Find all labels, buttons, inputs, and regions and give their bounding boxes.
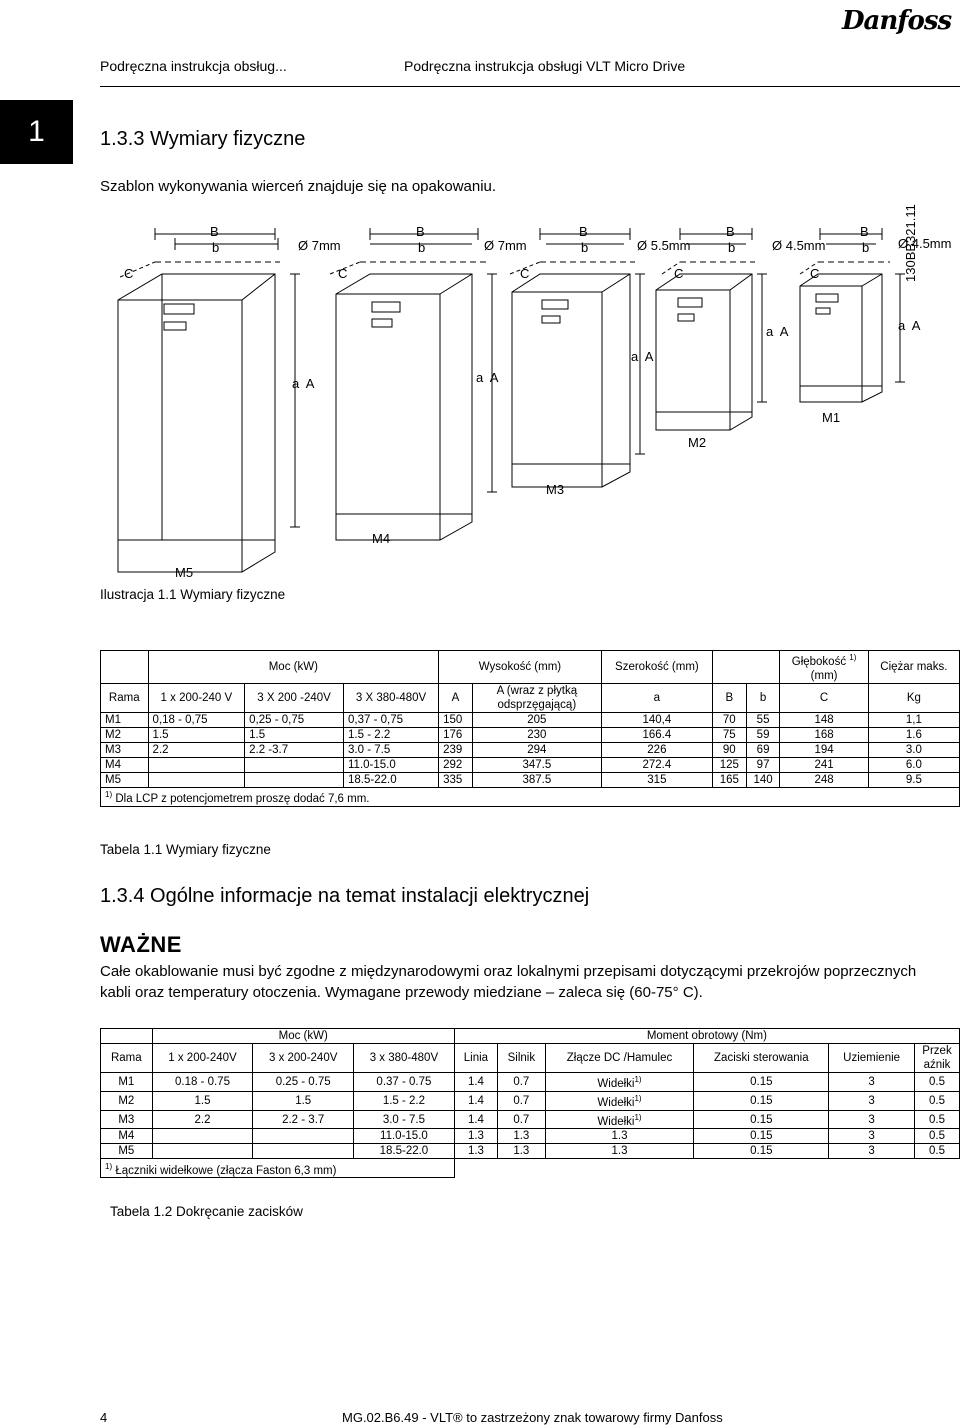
t2-r2-c6-text: Widełki (597, 1115, 635, 1128)
t1-group-width-blank (712, 651, 780, 684)
t2-r2-c9: 0.5 (915, 1110, 960, 1129)
t1-r0-c1: 0,18 - 0,75 (148, 712, 245, 727)
t1-footnote-text: Dla LCP z potencjometrem proszę dodać 7,6 mm. (115, 792, 370, 805)
frame-label-m3: M3 (546, 482, 565, 497)
hole-label-m3: Ø 5.5mm (637, 238, 691, 253)
t1-r4-c9: 248 (780, 772, 868, 787)
t2-r1-c3: 1.5 - 2.2 (354, 1091, 455, 1110)
t1-r1-c7: 75 (712, 727, 746, 742)
t1-group-height: Wysokość (mm) (439, 651, 602, 684)
t1-r2-c10: 3.0 (868, 742, 959, 757)
hole-label-m5: Ø 7mm (298, 238, 341, 253)
t2-r4-c6: 1.3 (545, 1144, 694, 1159)
t2-r2-c1: 2.2 (152, 1110, 253, 1129)
table-row (101, 712, 960, 727)
t1-r2-c8: 69 (746, 742, 780, 757)
t2-r4-c7: 0.15 (694, 1144, 829, 1159)
t2-r2-c2: 2.2 - 3.7 (253, 1110, 354, 1129)
footer-text: MG.02.B6.49 - VLT® to zastrzeżony znak towarowy firmy Danfoss (342, 1410, 723, 1425)
table-row (101, 1129, 960, 1144)
t2-r3-c3: 11.0-15.0 (354, 1129, 455, 1144)
header-left: Podręczna instrukcja obsług... (100, 58, 287, 74)
frame-label-m5: M5 (175, 565, 194, 580)
t2-r1-c0: M2 (101, 1091, 153, 1110)
frame-m5-drawing (118, 228, 300, 572)
t2-r2-c6 (545, 1110, 694, 1129)
t2-r2-c0: M3 (101, 1110, 153, 1129)
t2-r3-c8: 3 (829, 1129, 915, 1144)
dim-aA-m4: a A (476, 370, 499, 385)
hole-label-m2: Ø 4.5mm (772, 238, 826, 253)
t1-corner (101, 651, 149, 684)
t2-r3-c0: M4 (101, 1129, 153, 1144)
dim-B-m4: B (416, 224, 425, 239)
t2-r2-c8: 3 (829, 1110, 915, 1129)
t2-r2-c3: 3.0 - 7.5 (354, 1110, 455, 1129)
t2-col-relay: Przek aźnik (915, 1044, 960, 1073)
t2-r4-c2 (253, 1144, 354, 1159)
t1-r4-c10: 9.5 (868, 772, 959, 787)
t1-r0-c7: 70 (712, 712, 746, 727)
t2-col-3x200: 3 x 200-240V (253, 1044, 354, 1073)
dim-b-m4: b (418, 240, 426, 255)
dim-C-m5: C (124, 266, 134, 281)
frame-label-m4: M4 (372, 531, 391, 546)
t1-r1-c5: 230 (472, 727, 601, 742)
t2-r0-c6 (545, 1073, 694, 1092)
t2-r3-c1 (152, 1129, 253, 1144)
dim-b-m5: b (212, 240, 220, 255)
header-center: Podręczna instrukcja obsługi VLT Micro Drive (404, 58, 686, 74)
t2-r3-c5: 1.3 (498, 1129, 545, 1144)
t1-r0-c8: 55 (746, 712, 780, 727)
dim-aA-m1: a A (898, 318, 921, 333)
table2-caption: Tabela 1.2 Dokręcanie zacisków (110, 1204, 303, 1219)
t2-group-torque: Moment obrotowy (Nm) (454, 1029, 959, 1044)
t2-col-3x380: 3 x 380-480V (354, 1044, 455, 1073)
dim-C-m2: C (674, 266, 684, 281)
t2-r0-c7: 0.15 (694, 1073, 829, 1092)
t1-r1-c2: 1.5 (245, 727, 344, 742)
t1-r0-c0: M1 (101, 712, 149, 727)
t1-r4-c0: M5 (101, 772, 149, 787)
t2-footnote-mark: 1) (105, 1161, 113, 1171)
frame-m3-drawing (510, 228, 645, 487)
t2-r2-c7: 0.15 (694, 1110, 829, 1129)
t1-r2-c3: 3.0 - 7.5 (344, 742, 439, 757)
t2-col-motor: Silnik (498, 1044, 545, 1073)
t2-r1-c6 (545, 1091, 694, 1110)
section-title-electrical: 1.3.4 Ogólne informacje na temat instalacji elektrycznej (100, 885, 590, 907)
t1-footnote (101, 787, 960, 806)
t1-r3-c5: 347.5 (472, 757, 601, 772)
t1-r0-c5: 205 (472, 712, 601, 727)
t2-r0-c0: M1 (101, 1073, 153, 1092)
t2-r0-c1: 0.18 - 0.75 (152, 1073, 253, 1092)
t1-r1-c9: 168 (780, 727, 868, 742)
t1-col-C: C (780, 683, 868, 712)
t1-r2-c7: 90 (712, 742, 746, 757)
t1-r3-c4: 292 (439, 757, 473, 772)
t2-col-line: Linia (454, 1044, 497, 1073)
section-text-template: Szablon wykonywania wierceń znajduje się na opakowaniu. (100, 178, 497, 195)
t1-r3-c0: M4 (101, 757, 149, 772)
t1-r2-c1: 2.2 (148, 742, 245, 757)
t2-col-control: Zaciski sterowania (694, 1044, 829, 1073)
t1-r1-c3: 1.5 - 2.2 (344, 727, 439, 742)
t1-r3-c3: 11.0-15.0 (344, 757, 439, 772)
t2-r4-c8: 3 (829, 1144, 915, 1159)
frame-label-m1: M1 (822, 410, 841, 425)
t1-group-power: Moc (kW) (148, 651, 439, 684)
t2-r2-c5: 0.7 (498, 1110, 545, 1129)
t2-r0-c3: 0.37 - 0.75 (354, 1073, 455, 1092)
t1-r2-c4: 239 (439, 742, 473, 757)
t1-col-3x200: 3 X 200 -240V (245, 683, 344, 712)
torque-table (100, 1028, 960, 1178)
t2-r0-c5: 0.7 (498, 1073, 545, 1092)
chapter-tab: 1 (0, 100, 73, 164)
dim-aA-m5: a A (292, 376, 315, 391)
t2-col-frame: Rama (101, 1044, 153, 1073)
t2-r1-c2: 1.5 (253, 1091, 354, 1110)
t1-depth-sup: 1) (849, 653, 857, 662)
t1-r3-c9: 241 (780, 757, 868, 772)
table1-caption: Tabela 1.1 Wymiary fizyczne (100, 842, 271, 857)
t1-r0-c10: 1,1 (868, 712, 959, 727)
warning-heading: WAŻNE (100, 932, 182, 957)
t2-r1-c7: 0.15 (694, 1091, 829, 1110)
t2-r1-c4: 1.4 (454, 1091, 497, 1110)
t1-r1-c0: M2 (101, 727, 149, 742)
t2-r1-c8: 3 (829, 1091, 915, 1110)
t1-r0-c6: 140,4 (601, 712, 712, 727)
t1-col-B: B (712, 683, 746, 712)
t1-group-width: Szerokość (mm) (601, 651, 712, 684)
table-row (101, 772, 960, 787)
t1-group-weight: Ciężar maks. (868, 651, 959, 684)
t2-r1-c6-sup: 1) (634, 1093, 642, 1103)
dimensions-table (100, 650, 960, 807)
t2-r4-c1 (152, 1144, 253, 1159)
t1-r4-c5: 387.5 (472, 772, 601, 787)
t2-footnote (101, 1159, 455, 1178)
t2-r4-c4: 1.3 (454, 1144, 497, 1159)
dim-C-m3: C (520, 266, 530, 281)
t2-col-1x200: 1 x 200-240V (152, 1044, 253, 1073)
danfoss-logo: Danfoss (842, 6, 952, 36)
t2-r0-c8: 3 (829, 1073, 915, 1092)
t1-r1-c1: 1.5 (148, 727, 245, 742)
t1-r0-c9: 148 (780, 712, 868, 727)
dim-b-m1: b (862, 240, 870, 255)
t1-r0-c2: 0,25 - 0,75 (245, 712, 344, 727)
frame-m2-drawing (656, 228, 767, 430)
t1-r2-c6: 226 (601, 742, 712, 757)
t1-r4-c2 (245, 772, 344, 787)
t2-r0-c4: 1.4 (454, 1073, 497, 1092)
t2-col-dc-brake: Złącze DC /Hamulec (545, 1044, 694, 1073)
table-row (101, 1110, 960, 1129)
t1-col-A: A (439, 683, 473, 712)
t2-r4-c9: 0.5 (915, 1144, 960, 1159)
t1-r3-c1 (148, 757, 245, 772)
t1-r4-c6: 315 (601, 772, 712, 787)
t2-r2-c6-sup: 1) (634, 1112, 642, 1122)
dim-B-m1: B (860, 224, 869, 239)
section-title-dimensions: 1.3.3 Wymiary fizyczne (100, 128, 306, 150)
page-number: 4 (100, 1410, 108, 1425)
t2-corner (101, 1029, 153, 1044)
t2-r3-c6: 1.3 (545, 1129, 694, 1144)
t1-footnote-mark: 1) (105, 789, 113, 799)
t1-col-b: b (746, 683, 780, 712)
t1-r2-c5: 294 (472, 742, 601, 757)
hole-label-m4: Ø 7mm (484, 238, 527, 253)
header-divider (100, 86, 960, 87)
hole-label-m1: Ø 4.5mm (898, 236, 952, 251)
dim-B-m3: B (579, 224, 588, 239)
t2-r0-c2: 0.25 - 0.75 (253, 1073, 354, 1092)
t2-r3-c2 (253, 1129, 354, 1144)
t2-r1-c6-text: Widełki (597, 1096, 635, 1109)
table-row (101, 742, 960, 757)
t2-group-power: Moc (kW) (152, 1029, 454, 1044)
figure-code: 130BB321.11 (903, 204, 918, 282)
t2-footnote-text: Łączniki widełkowe (złącza Faston 6,3 mm) (115, 1164, 337, 1177)
t1-r4-c7: 165 (712, 772, 746, 787)
t1-r0-c3: 0,37 - 0,75 (344, 712, 439, 727)
t2-r1-c5: 0.7 (498, 1091, 545, 1110)
t2-r4-c0: M5 (101, 1144, 153, 1159)
t1-col-kg: Kg (868, 683, 959, 712)
frame-m4-drawing (330, 228, 497, 540)
t1-group-depth (780, 651, 868, 684)
t1-depth-label: Głębokość (791, 655, 847, 668)
t2-r4-c3: 18.5-22.0 (354, 1144, 455, 1159)
warning-text: Całe okablowanie musi być zgodne z międzynarodowymi oraz lokalnymi przepisami dotyczącymi przekrojów poprzecznych kabli oraz temperatury otoczenia. Wymagane przewody miedziane – zaleca się (60-75° C). (100, 963, 917, 1001)
t1-r2-c2: 2.2 -3.7 (245, 742, 344, 757)
t1-r4-c4: 335 (439, 772, 473, 787)
t1-r3-c8: 97 (746, 757, 780, 772)
figure-caption: Ilustracja 1.1 Wymiary fizyczne (100, 587, 286, 602)
t1-r2-c9: 194 (780, 742, 868, 757)
t1-r1-c10: 1.6 (868, 727, 959, 742)
t1-r3-c7: 125 (712, 757, 746, 772)
dim-b-m3: b (581, 240, 589, 255)
t1-r4-c1 (148, 772, 245, 787)
frame-m1-drawing (800, 228, 905, 402)
t1-col-1x200: 1 x 200-240 V (148, 683, 245, 712)
t2-r4-c5: 1.3 (498, 1144, 545, 1159)
dim-aA-m2: a A (766, 324, 789, 339)
t1-col-3x380: 3 X 380-480V (344, 683, 439, 712)
t2-r1-c9: 0.5 (915, 1091, 960, 1110)
t1-depth-unit: (mm) (810, 669, 838, 682)
dim-B-m5: B (210, 224, 219, 239)
t2-r3-c7: 0.15 (694, 1129, 829, 1144)
t2-r0-c6-sup: 1) (634, 1075, 642, 1084)
table-row (101, 1073, 960, 1092)
t1-col-A-decoupling: A (wraz z płytką odsprzęgającą) (472, 683, 601, 712)
table-row (101, 1144, 960, 1159)
t2-r3-c9: 0.5 (915, 1129, 960, 1144)
t1-r4-c8: 140 (746, 772, 780, 787)
dim-B-m2: B (726, 224, 735, 239)
t1-r1-c8: 59 (746, 727, 780, 742)
t1-r3-c6: 272.4 (601, 757, 712, 772)
t2-r0-c9: 0.5 (915, 1073, 960, 1092)
t1-col-a: a (601, 683, 712, 712)
t1-r3-c2 (245, 757, 344, 772)
t2-footnote-blank (454, 1159, 959, 1178)
t1-r1-c6: 166.4 (601, 727, 712, 742)
t1-col-frame: Rama (101, 683, 149, 712)
t1-r4-c3: 18.5-22.0 (344, 772, 439, 787)
t2-r2-c4: 1.4 (454, 1110, 497, 1129)
t2-r0-c6-text: Widełki (597, 1077, 635, 1090)
t1-r3-c10: 6.0 (868, 757, 959, 772)
dim-C-m1: C (810, 266, 820, 281)
t1-r2-c0: M3 (101, 742, 149, 757)
dim-b-m2: b (728, 240, 736, 255)
table-row (101, 727, 960, 742)
t2-r1-c1: 1.5 (152, 1091, 253, 1110)
t2-col-ground: Uziemienie (829, 1044, 915, 1073)
dim-aA-m3: a A (631, 349, 654, 364)
t1-r1-c4: 176 (439, 727, 473, 742)
table-row (101, 1091, 960, 1110)
t1-r0-c4: 150 (439, 712, 473, 727)
dim-C-m4: C (338, 266, 348, 281)
table-row (101, 757, 960, 772)
t2-r3-c4: 1.3 (454, 1129, 497, 1144)
frame-label-m2: M2 (688, 435, 707, 450)
